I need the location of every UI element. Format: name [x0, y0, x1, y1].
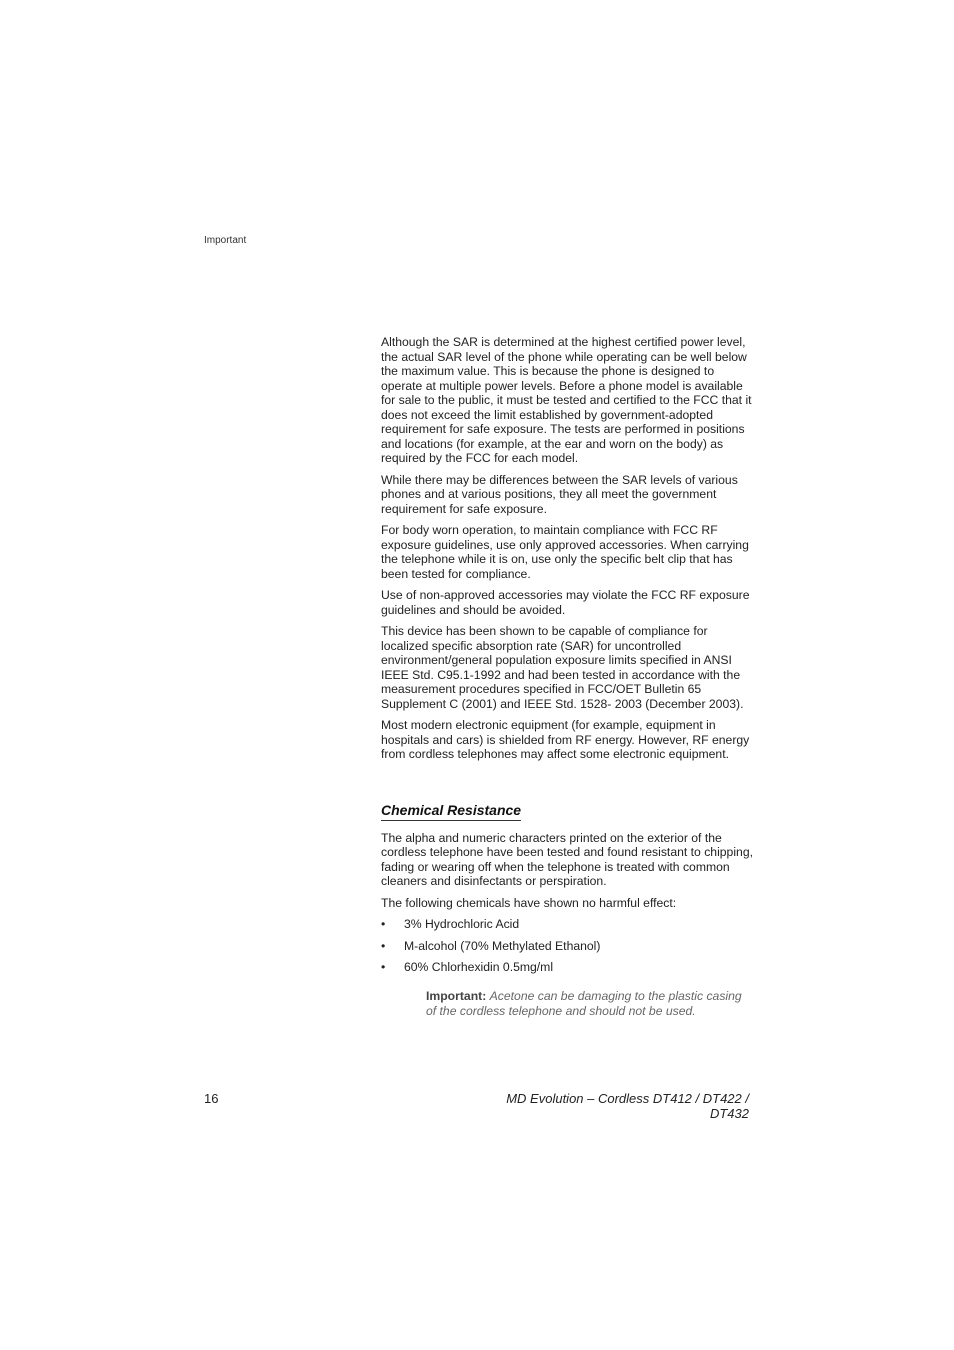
- paragraph-non-approved-accessories: Use of non-approved accessories may violate the FCC RF exposure guidelines and should be avoided.: [381, 588, 750, 617]
- list-item-text: 3% Hydrochloric Acid: [404, 917, 520, 931]
- bullet-icon: •: [381, 938, 386, 953]
- bullet-icon: •: [381, 960, 386, 974]
- section-heading-chemical-resistance: Chemical Resistance: [381, 802, 521, 821]
- page-number: 16: [204, 1091, 219, 1106]
- list-item: [381, 939, 753, 954]
- bullet-icon: •: [381, 917, 386, 931]
- list-item: [381, 960, 753, 975]
- paragraph-sar-differences: While there may be differences between the SAR levels of various phones and at various positions, they all meet the government requirement for safe exposure.: [381, 472, 738, 516]
- main-content: [381, 335, 753, 1020]
- paragraph-compliance: This device has been shown to be capable of compliance for localized specific absorption rate (SAR) for uncontrolled environment/general population exposure limits specified in ANSI IEEE Std. C95.1-1992 and had been tested in accordance with the measurement procedures specified in FCC/OET Bulletin 65 Supplement C (2001) and IEEE Std. 1528- 2003 (December 2003).: [381, 624, 744, 711]
- document-title: MD Evolution – Cordless DT412 / DT422 / DT432: [506, 1091, 749, 1121]
- note-text: Acetone can be damaging to the plastic casing of the cordless telephone and should not be used.: [426, 988, 742, 1018]
- paragraph-chemical-intro: The alpha and numeric characters printed on the exterior of the cordless telephone have been tested and found resistant to chipping, fading or wearing off when the telephone is treated with common cleaners and disinfectants or perspiration.: [381, 830, 753, 888]
- list-item-text: 60% Chlorhexidin 0.5mg/ml: [404, 960, 554, 974]
- paragraph-chemical-list-intro: The following chemicals have shown no harmful effect:: [381, 895, 677, 910]
- running-header: Important: [204, 235, 247, 246]
- important-note: [426, 989, 753, 1020]
- note-label: Important:: [426, 988, 487, 1003]
- paragraph-body-worn: For body worn operation, to maintain compliance with FCC RF exposure guidelines, use only approved accessories. When carrying the telephone while it is on, use only the specific belt clip that has been tested for compliance.: [381, 523, 749, 581]
- list-item: [381, 917, 753, 932]
- paragraph-sar-levels: Although the SAR is determined at the highest certified power level, the actual SAR level of the phone while operating can be well below the maximum value. This is because the phone is designed to operate at multiple power levels. Before a phone model is available for sale to the public, it must be tested and certified to the FCC that it does not exceed the limit established by government-adopted requirement for safe exposure. The tests are performed in positions and locations (for example, at the ear and worn on the body) as required by the FCC for each model.: [381, 335, 752, 465]
- chemical-list: [381, 917, 753, 975]
- paragraph-electronic-equipment: Most modern electronic equipment (for example, equipment in hospitals and cars) is shielded from RF energy. However, RF energy from cordless telephones may affect some electronic equipment.: [381, 718, 750, 761]
- list-item-text: M-alcohol (70% Methylated Ethanol): [404, 938, 601, 953]
